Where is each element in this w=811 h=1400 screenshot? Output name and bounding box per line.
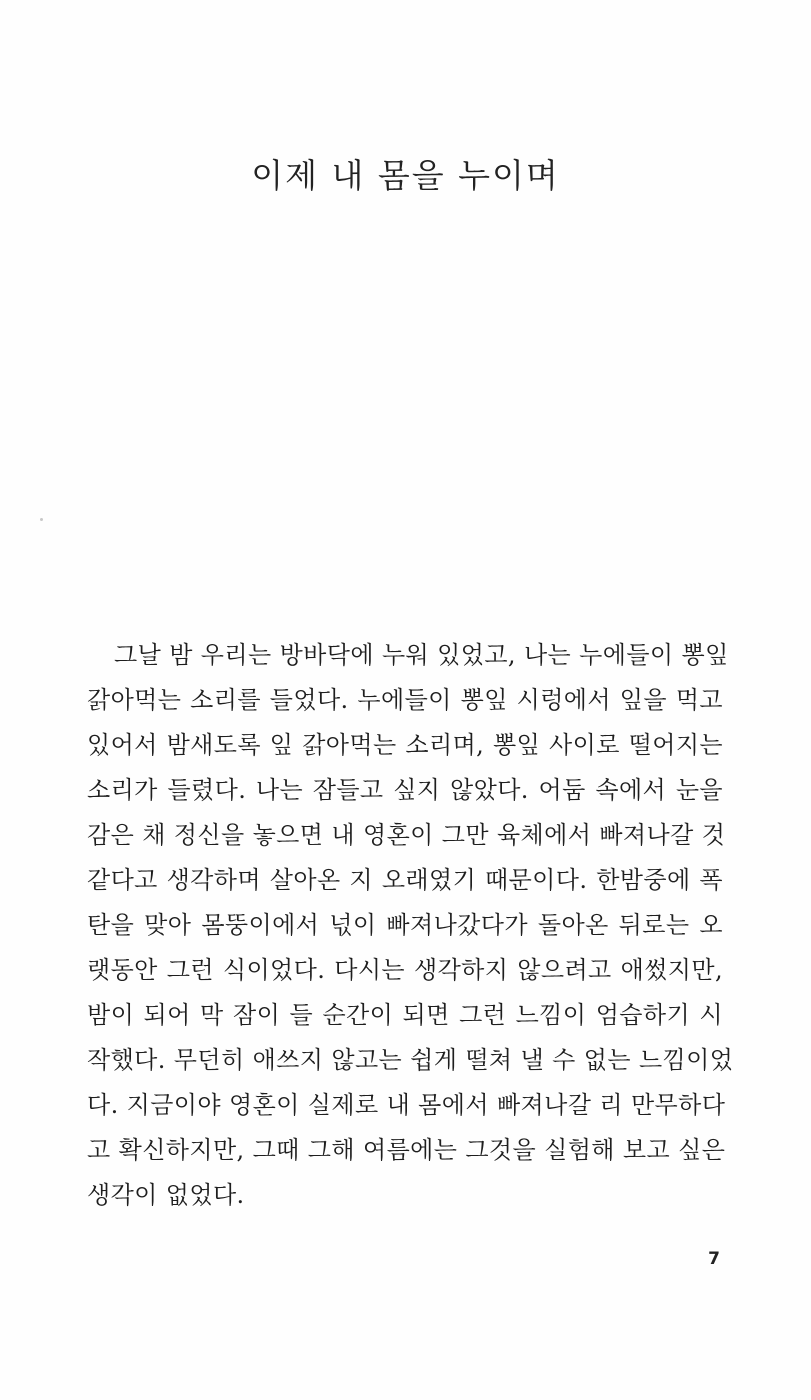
text-line: 소리가 들렸다. 나는 잠들고 싶지 않았다. 어둠 속에서 눈을 xyxy=(87,776,723,804)
text-line: 있어서 밤새도록 잎 갉아먹는 소리며, 뽕잎 사이로 떨어지는 xyxy=(87,731,723,759)
text-line: 랫동안 그런 식이었다. 다시는 생각하지 않으려고 애썼지만, xyxy=(87,956,723,984)
paper-speck xyxy=(40,518,43,521)
text-line: 다. 지금이야 영혼이 실제로 내 몸에서 빠져나갈 리 만무하다 xyxy=(87,1091,726,1119)
text-line: 감은 채 정신을 놓으면 내 영혼이 그만 육체에서 빠져나갈 것 xyxy=(87,821,726,849)
chapter-title: 이제 내 몸을 누이며 xyxy=(251,156,560,195)
text-line: 탄을 맞아 몸뚱이에서 넋이 빠져나갔다가 돌아온 뒤로는 오 xyxy=(87,911,723,939)
page-number: 7 xyxy=(708,1249,720,1269)
body-paragraph xyxy=(87,633,734,1218)
text-line: 고 확신하지만, 그때 그해 여름에는 그것을 실험해 보고 싶은 xyxy=(87,1136,726,1164)
text-line: 생각이 없었다. xyxy=(87,1181,245,1209)
text-line: 그날 밤 우리는 방바닥에 누워 있었고, 나는 누에들이 뽕잎 xyxy=(114,641,729,669)
text-line: 작했다. 무던히 애쓰지 않고는 쉽게 떨쳐 낼 수 없는 느낌이었 xyxy=(87,1046,734,1074)
text-line: 갉아먹는 소리를 들었다. 누에들이 뽕잎 시렁에서 잎을 먹고 xyxy=(87,686,723,714)
text-line: 밤이 되어 막 잠이 들 순간이 되면 그런 느낌이 엄습하기 시 xyxy=(87,1001,723,1029)
text-line: 같다고 생각하며 살아온 지 오래였기 때문이다. 한밤중에 폭 xyxy=(87,866,723,894)
